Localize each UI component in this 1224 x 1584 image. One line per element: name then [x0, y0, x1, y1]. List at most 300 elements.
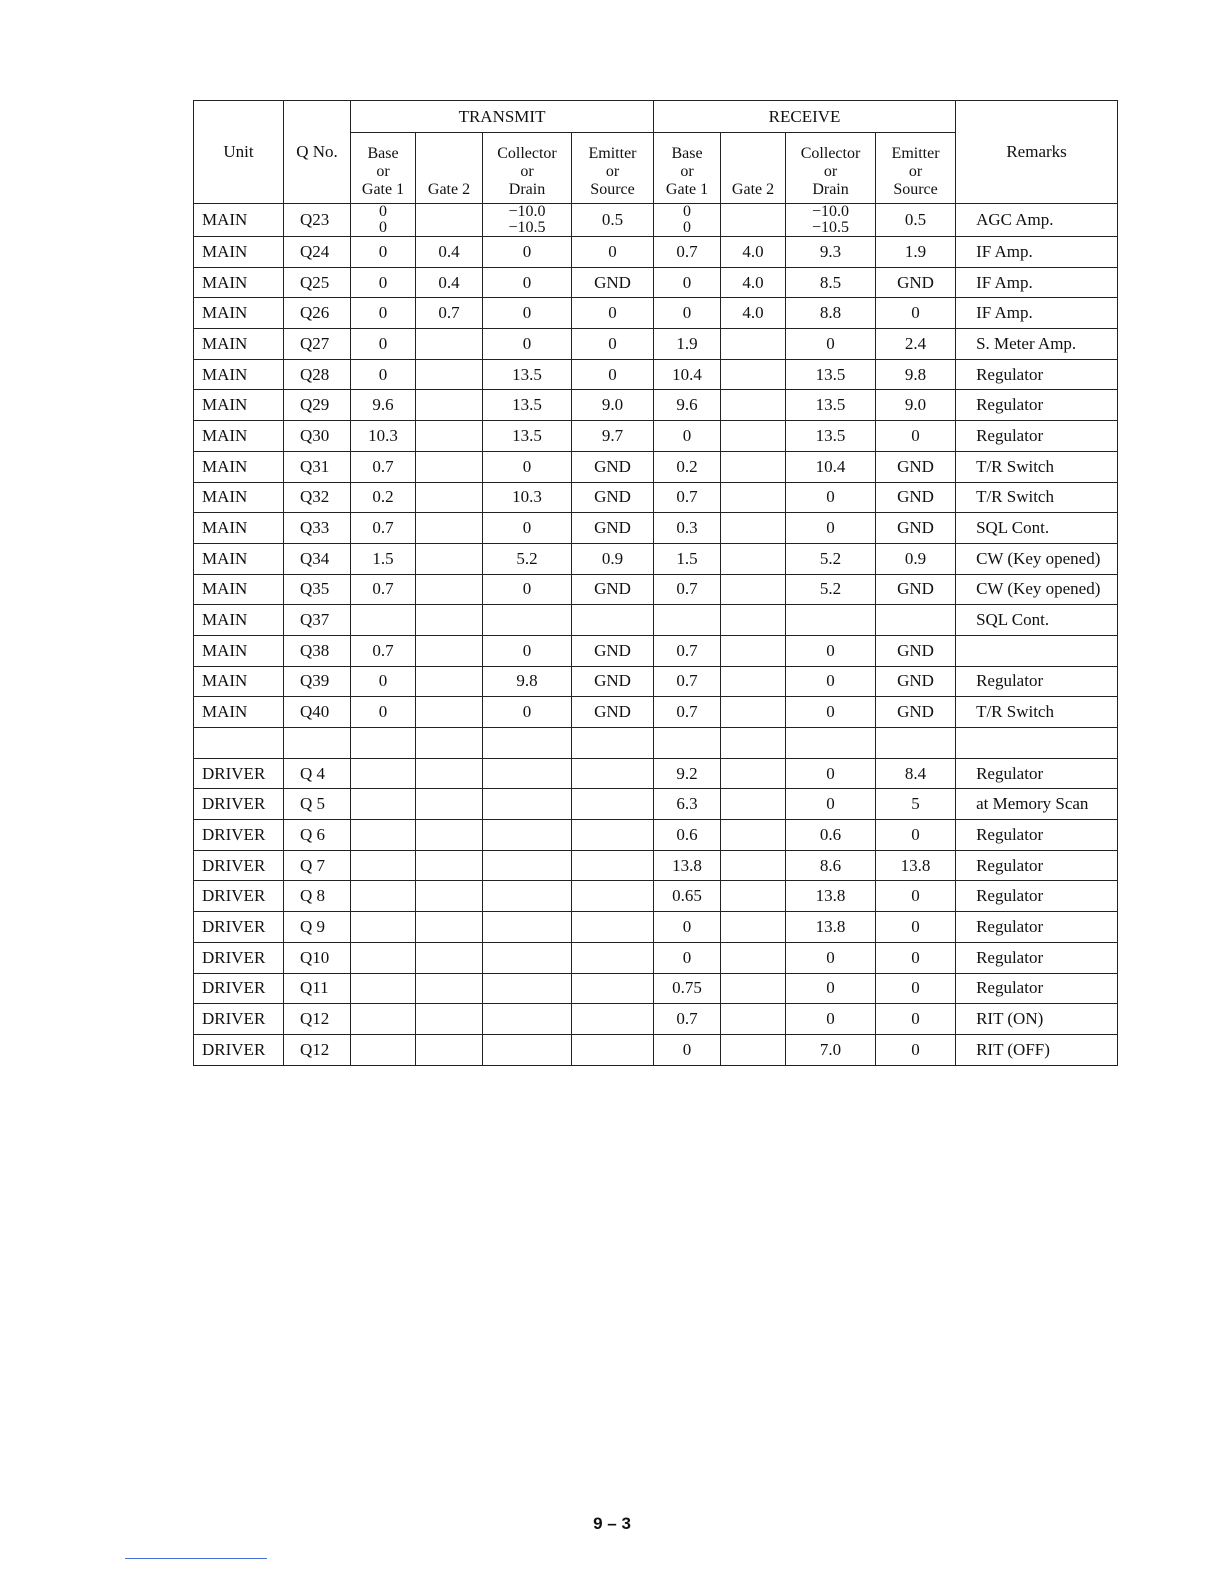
cell-remarks: T/R Switch [956, 697, 1118, 728]
header-line: Source [590, 181, 635, 198]
cell-rx-gate2 [721, 513, 786, 544]
cell-tx-base: 0 [351, 697, 416, 728]
cell-remarks: IF Amp. [956, 237, 1118, 268]
cell-tx-base [351, 1034, 416, 1065]
header-line: or [908, 163, 923, 180]
cell-tx-emitter [572, 820, 654, 851]
cell-tx-emitter [572, 758, 654, 789]
cell-value-line: 0 [683, 219, 692, 236]
cell-tx-emitter [572, 1034, 654, 1065]
cell-tx-gate2: 0.7 [416, 298, 483, 329]
cell-qno: Q28 [284, 359, 351, 390]
cell-rx-base: 0.7 [654, 635, 721, 666]
cell-tx-gate2: 0.4 [416, 237, 483, 268]
table-row [194, 298, 1118, 329]
cell-unit: DRIVER [194, 881, 284, 912]
cell-tx-base: 0.7 [351, 451, 416, 482]
header-line: or [376, 163, 390, 180]
cell-tx-base: 0.7 [351, 635, 416, 666]
cell-tx-gate2 [416, 513, 483, 544]
cell-remarks: Regulator [956, 390, 1118, 421]
cell-remarks: RIT (OFF) [956, 1034, 1118, 1065]
cell-tx-base: 10.3 [351, 421, 416, 452]
header-tx-base [351, 133, 416, 204]
cell-unit: DRIVER [194, 820, 284, 851]
cell-tx-emitter: GND [572, 451, 654, 482]
cell-rx-collector: 13.5 [786, 390, 876, 421]
cell-remarks: AGC Amp. [956, 204, 1118, 237]
cell-unit: MAIN [194, 513, 284, 544]
table-row [194, 635, 1118, 666]
cell-rx-gate2 [721, 482, 786, 513]
cell-rx-collector: 9.3 [786, 237, 876, 268]
cell-remarks: IF Amp. [956, 267, 1118, 298]
cell-rx-base: 0 [654, 421, 721, 452]
cell-rx-emitter: 0 [876, 881, 956, 912]
cell-qno: Q 5 [284, 789, 351, 820]
cell-rx-base: 0.75 [654, 973, 721, 1004]
cell-rx-emitter: 8.4 [876, 758, 956, 789]
cell-tx-base: 0.2 [351, 482, 416, 513]
cell-rx-base: 0 [654, 267, 721, 298]
cell-unit: DRIVER [194, 912, 284, 943]
cell-tx-gate2 [416, 482, 483, 513]
cell-tx-gate2 [416, 942, 483, 973]
cell-unit: MAIN [194, 543, 284, 574]
cell-value-line: −10.5 [812, 219, 850, 236]
cell-tx-base [351, 789, 416, 820]
cell-unit: MAIN [194, 298, 284, 329]
header-qno: Q No. [284, 101, 351, 204]
header-rx-emitter [876, 133, 956, 204]
cell-unit: MAIN [194, 359, 284, 390]
cell-rx-emitter: 0 [876, 820, 956, 851]
cell-tx-collector: 5.2 [483, 543, 572, 574]
cell-rx-collector: 13.8 [786, 912, 876, 943]
cell-tx-gate2 [416, 728, 483, 759]
table-row [194, 390, 1118, 421]
cell-rx-collector: 0 [786, 697, 876, 728]
cell-rx-base: 1.5 [654, 543, 721, 574]
cell-qno [284, 728, 351, 759]
cell-remarks: CW (Key opened) [956, 574, 1118, 605]
cell-qno: Q38 [284, 635, 351, 666]
cell-qno: Q24 [284, 237, 351, 268]
cell-tx-emitter: GND [572, 635, 654, 666]
cell-tx-emitter [572, 728, 654, 759]
cell-rx-gate2 [721, 881, 786, 912]
cell-qno: Q29 [284, 390, 351, 421]
header-line: Gate 2 [731, 181, 775, 198]
cell-tx-gate2: 0.4 [416, 267, 483, 298]
cell-remarks: at Memory Scan [956, 789, 1118, 820]
cell-qno: Q23 [284, 204, 351, 237]
cell-tx-base: 0.7 [351, 574, 416, 605]
cell-rx-emitter: GND [876, 482, 956, 513]
cell-qno: Q35 [284, 574, 351, 605]
cell-tx-collector: 13.5 [483, 421, 572, 452]
cell-rx-gate2 [721, 697, 786, 728]
cell-rx-base: 0.6 [654, 820, 721, 851]
header-transmit: TRANSMIT [351, 101, 654, 133]
cell-rx-emitter: GND [876, 451, 956, 482]
cell-unit [194, 728, 284, 759]
cell-tx-emitter: 0 [572, 298, 654, 329]
cell-tx-base [351, 912, 416, 943]
cell-rx-gate2 [721, 973, 786, 1004]
cell-tx-base [351, 758, 416, 789]
table-row [194, 850, 1118, 881]
table-row [194, 666, 1118, 697]
cell-value-line: −10.0 [508, 203, 546, 220]
cell-tx-emitter: GND [572, 574, 654, 605]
cell-rx-emitter: 9.8 [876, 359, 956, 390]
header-line: Collector [800, 145, 861, 162]
cell-tx-gate2 [416, 1004, 483, 1035]
table-row [194, 421, 1118, 452]
cell-qno: Q34 [284, 543, 351, 574]
cell-rx-collector: 0 [786, 973, 876, 1004]
header-line: Emitter [588, 145, 637, 162]
cell-rx-gate2 [721, 728, 786, 759]
cell-rx-emitter: GND [876, 697, 956, 728]
cell-rx-base [654, 728, 721, 759]
cell-tx-emitter [572, 850, 654, 881]
cell-tx-emitter: 0.5 [572, 204, 654, 237]
cell-unit: DRIVER [194, 942, 284, 973]
table-row [194, 204, 1118, 237]
table-row [194, 820, 1118, 851]
cell-tx-collector: 13.5 [483, 390, 572, 421]
header-unit: Unit [194, 101, 284, 204]
cell-tx-collector: 0 [483, 513, 572, 544]
cell-tx-base: 0.7 [351, 513, 416, 544]
cell-tx-base [351, 850, 416, 881]
table-row [194, 605, 1118, 636]
cell-tx-gate2 [416, 881, 483, 912]
cell-remarks: Regulator [956, 758, 1118, 789]
header-line: Source [893, 181, 938, 198]
cell-rx-emitter: 2.4 [876, 329, 956, 360]
cell-rx-gate2 [721, 942, 786, 973]
cell-tx-collector [483, 728, 572, 759]
cell-tx-gate2 [416, 758, 483, 789]
cell-remarks: Regulator [956, 421, 1118, 452]
header-line: or [680, 163, 694, 180]
header-line: Gate 1 [665, 181, 709, 198]
cell-rx-gate2 [721, 574, 786, 605]
cell-unit: MAIN [194, 421, 284, 452]
table-body [194, 204, 1118, 1066]
cell-rx-base: 0.7 [654, 574, 721, 605]
cell-tx-base: 0 [351, 359, 416, 390]
cell-rx-gate2: 4.0 [721, 267, 786, 298]
cell-tx-collector [483, 789, 572, 820]
cell-rx-emitter: GND [876, 513, 956, 544]
cell-rx-collector: 13.5 [786, 359, 876, 390]
cell-rx-emitter [876, 605, 956, 636]
cell-tx-collector [483, 1034, 572, 1065]
cell-rx-collector [786, 605, 876, 636]
cell-rx-base: 10.4 [654, 359, 721, 390]
cell-unit: DRIVER [194, 1034, 284, 1065]
cell-tx-gate2 [416, 204, 483, 237]
cell-tx-collector [483, 942, 572, 973]
cell-remarks: Regulator [956, 942, 1118, 973]
cell-rx-gate2 [721, 451, 786, 482]
table-row [194, 881, 1118, 912]
cell-value-line: 0 [379, 203, 387, 220]
cell-tx-collector: 13.5 [483, 359, 572, 390]
cell-rx-base: 9.6 [654, 390, 721, 421]
cell-rx-emitter: 0 [876, 912, 956, 943]
cell-tx-gate2 [416, 451, 483, 482]
header-line: Base [671, 145, 703, 162]
cell-rx-collector: 0 [786, 942, 876, 973]
cell-tx-gate2 [416, 912, 483, 943]
cell-tx-emitter [572, 973, 654, 1004]
cell-qno: Q31 [284, 451, 351, 482]
cell-tx-emitter: 0 [572, 359, 654, 390]
cell-qno: Q 6 [284, 820, 351, 851]
cell-remarks [956, 635, 1118, 666]
header-line: Drain [812, 181, 849, 198]
cell-rx-collector: 0 [786, 482, 876, 513]
cell-rx-gate2 [721, 543, 786, 574]
cell-rx-collector: 0.6 [786, 820, 876, 851]
cell-remarks: Regulator [956, 820, 1118, 851]
cell-rx-collector: 0 [786, 1004, 876, 1035]
cell-tx-collector: 0 [483, 574, 572, 605]
cell-tx-collector [483, 605, 572, 636]
cell-unit: DRIVER [194, 973, 284, 1004]
header-line: Base [367, 145, 399, 162]
cell-unit: DRIVER [194, 789, 284, 820]
cell-tx-collector [483, 912, 572, 943]
cell-unit: MAIN [194, 329, 284, 360]
cell-rx-base: 0.2 [654, 451, 721, 482]
voltage-table [193, 100, 1118, 1066]
cell-rx-collector: 10.4 [786, 451, 876, 482]
cell-tx-gate2 [416, 421, 483, 452]
cell-rx-emitter: 0 [876, 421, 956, 452]
cell-remarks: Regulator [956, 359, 1118, 390]
cell-unit: MAIN [194, 574, 284, 605]
cell-rx-collector: 13.8 [786, 881, 876, 912]
header-rx-base [654, 133, 721, 204]
cell-tx-emitter [572, 789, 654, 820]
table-row [194, 1004, 1118, 1035]
cell-qno: Q11 [284, 973, 351, 1004]
cell-rx-gate2: 4.0 [721, 298, 786, 329]
cell-rx-collector: 13.5 [786, 421, 876, 452]
cell-tx-gate2 [416, 973, 483, 1004]
cell-tx-gate2 [416, 635, 483, 666]
cell-rx-base: 0 [654, 912, 721, 943]
header-rx-collector [786, 133, 876, 204]
cell-value-line: −10.5 [508, 219, 546, 236]
header-tx-collector [483, 133, 572, 204]
cell-tx-collector: 0 [483, 329, 572, 360]
cell-tx-emitter: GND [572, 482, 654, 513]
cell-rx-gate2 [721, 820, 786, 851]
cell-value-line: −10.0 [812, 203, 850, 220]
cell-remarks: Regulator [956, 666, 1118, 697]
cell-tx-base: 9.6 [351, 390, 416, 421]
cell-tx-base: 0 [351, 267, 416, 298]
cell-tx-emitter: GND [572, 666, 654, 697]
cell-tx-base: 1.5 [351, 543, 416, 574]
cell-remarks: IF Amp. [956, 298, 1118, 329]
cell-tx-gate2 [416, 789, 483, 820]
cell-tx-collector [483, 850, 572, 881]
cell-rx-base: 0 [654, 1034, 721, 1065]
table-row [194, 359, 1118, 390]
header-line: or [605, 163, 620, 180]
cell-rx-gate2 [721, 850, 786, 881]
header-line: Gate 2 [427, 181, 471, 198]
cell-tx-emitter: GND [572, 513, 654, 544]
cell-unit: MAIN [194, 451, 284, 482]
table-row [194, 758, 1118, 789]
cell-rx-gate2 [721, 359, 786, 390]
cell-tx-base: 0 [351, 666, 416, 697]
cell-rx-base: 0.7 [654, 482, 721, 513]
cell-rx-emitter: 0 [876, 298, 956, 329]
cell-qno: Q32 [284, 482, 351, 513]
cell-rx-gate2 [721, 789, 786, 820]
cell-tx-emitter: 0.9 [572, 543, 654, 574]
table-row [194, 912, 1118, 943]
cell-rx-collector: 5.2 [786, 574, 876, 605]
cell-unit: MAIN [194, 267, 284, 298]
cell-unit: DRIVER [194, 758, 284, 789]
table-row [194, 329, 1118, 360]
cell-rx-emitter: GND [876, 267, 956, 298]
cell-rx-collector: 8.8 [786, 298, 876, 329]
cell-tx-emitter [572, 881, 654, 912]
cell-tx-gate2 [416, 850, 483, 881]
cell-rx-gate2 [721, 1034, 786, 1065]
cell-unit: MAIN [194, 697, 284, 728]
cell-rx-gate2 [721, 329, 786, 360]
cell-unit: MAIN [194, 605, 284, 636]
cell-rx-emitter: 1.9 [876, 237, 956, 268]
cell-rx-base: 0.7 [654, 237, 721, 268]
cell-tx-gate2 [416, 390, 483, 421]
cell-tx-collector [483, 820, 572, 851]
cell-remarks [956, 728, 1118, 759]
cell-rx-base: 0.7 [654, 697, 721, 728]
cell-unit: DRIVER [194, 1004, 284, 1035]
cell-value-line: 0 [683, 203, 692, 220]
cell-qno: Q12 [284, 1004, 351, 1035]
cell-tx-emitter [572, 605, 654, 636]
cell-rx-emitter: 0.5 [876, 204, 956, 237]
cell-tx-base: 0 [351, 329, 416, 360]
cell-qno: Q10 [284, 942, 351, 973]
table-row [194, 543, 1118, 574]
table-row [194, 237, 1118, 268]
cell-tx-base: 0 [351, 237, 416, 268]
table-row [194, 1034, 1118, 1065]
cell-rx-collector: 0 [786, 758, 876, 789]
cell-rx-collector: 0 [786, 513, 876, 544]
cell-tx-collector [483, 758, 572, 789]
cell-tx-emitter: GND [572, 267, 654, 298]
cell-remarks: SQL Cont. [956, 513, 1118, 544]
cell-remarks: T/R Switch [956, 482, 1118, 513]
cell-tx-collector: 0 [483, 635, 572, 666]
cell-rx-gate2 [721, 390, 786, 421]
cell-rx-emitter: GND [876, 666, 956, 697]
cell-tx-collector: 9.8 [483, 666, 572, 697]
cell-rx-collector: 8.6 [786, 850, 876, 881]
cell-qno: Q30 [284, 421, 351, 452]
cell-rx-base: 0 [654, 942, 721, 973]
cell-remarks: RIT (ON) [956, 1004, 1118, 1035]
cell-rx-base: 6.3 [654, 789, 721, 820]
cell-rx-emitter: 0 [876, 942, 956, 973]
cell-rx-collector: 0 [786, 666, 876, 697]
header-tx-emitter [572, 133, 654, 204]
cell-remarks: S. Meter Amp. [956, 329, 1118, 360]
cell-tx-gate2 [416, 543, 483, 574]
table-row [194, 789, 1118, 820]
table-row [194, 574, 1118, 605]
cell-tx-collector: 0 [483, 267, 572, 298]
cell-remarks: CW (Key opened) [956, 543, 1118, 574]
cell-tx-base [351, 820, 416, 851]
table-row [194, 697, 1118, 728]
cell-tx-gate2 [416, 605, 483, 636]
cell-rx-collector [786, 204, 876, 237]
cell-qno: Q33 [284, 513, 351, 544]
cell-tx-gate2 [416, 1034, 483, 1065]
cell-unit: MAIN [194, 237, 284, 268]
cell-remarks: Regulator [956, 881, 1118, 912]
cell-rx-collector: 0 [786, 635, 876, 666]
cell-tx-gate2 [416, 329, 483, 360]
table-row [194, 728, 1118, 759]
cell-qno: Q40 [284, 697, 351, 728]
cell-tx-base [351, 204, 416, 237]
cell-tx-collector [483, 881, 572, 912]
header-line: Drain [508, 181, 546, 198]
cell-qno: Q37 [284, 605, 351, 636]
cell-rx-emitter: 0.9 [876, 543, 956, 574]
cell-tx-gate2 [416, 666, 483, 697]
table-header [194, 101, 1118, 204]
cell-tx-emitter [572, 942, 654, 973]
footer-rule [125, 1558, 267, 1559]
cell-tx-collector [483, 204, 572, 237]
cell-rx-base: 9.2 [654, 758, 721, 789]
cell-rx-emitter: 5 [876, 789, 956, 820]
table-row [194, 513, 1118, 544]
cell-rx-gate2: 4.0 [721, 237, 786, 268]
cell-rx-emitter: GND [876, 635, 956, 666]
cell-rx-gate2 [721, 912, 786, 943]
cell-tx-gate2 [416, 820, 483, 851]
cell-tx-base: 0 [351, 298, 416, 329]
cell-rx-base: 0.7 [654, 1004, 721, 1035]
cell-qno: Q 9 [284, 912, 351, 943]
cell-qno: Q12 [284, 1034, 351, 1065]
cell-tx-base [351, 728, 416, 759]
table-row [194, 451, 1118, 482]
header-line: Gate 1 [361, 181, 405, 198]
